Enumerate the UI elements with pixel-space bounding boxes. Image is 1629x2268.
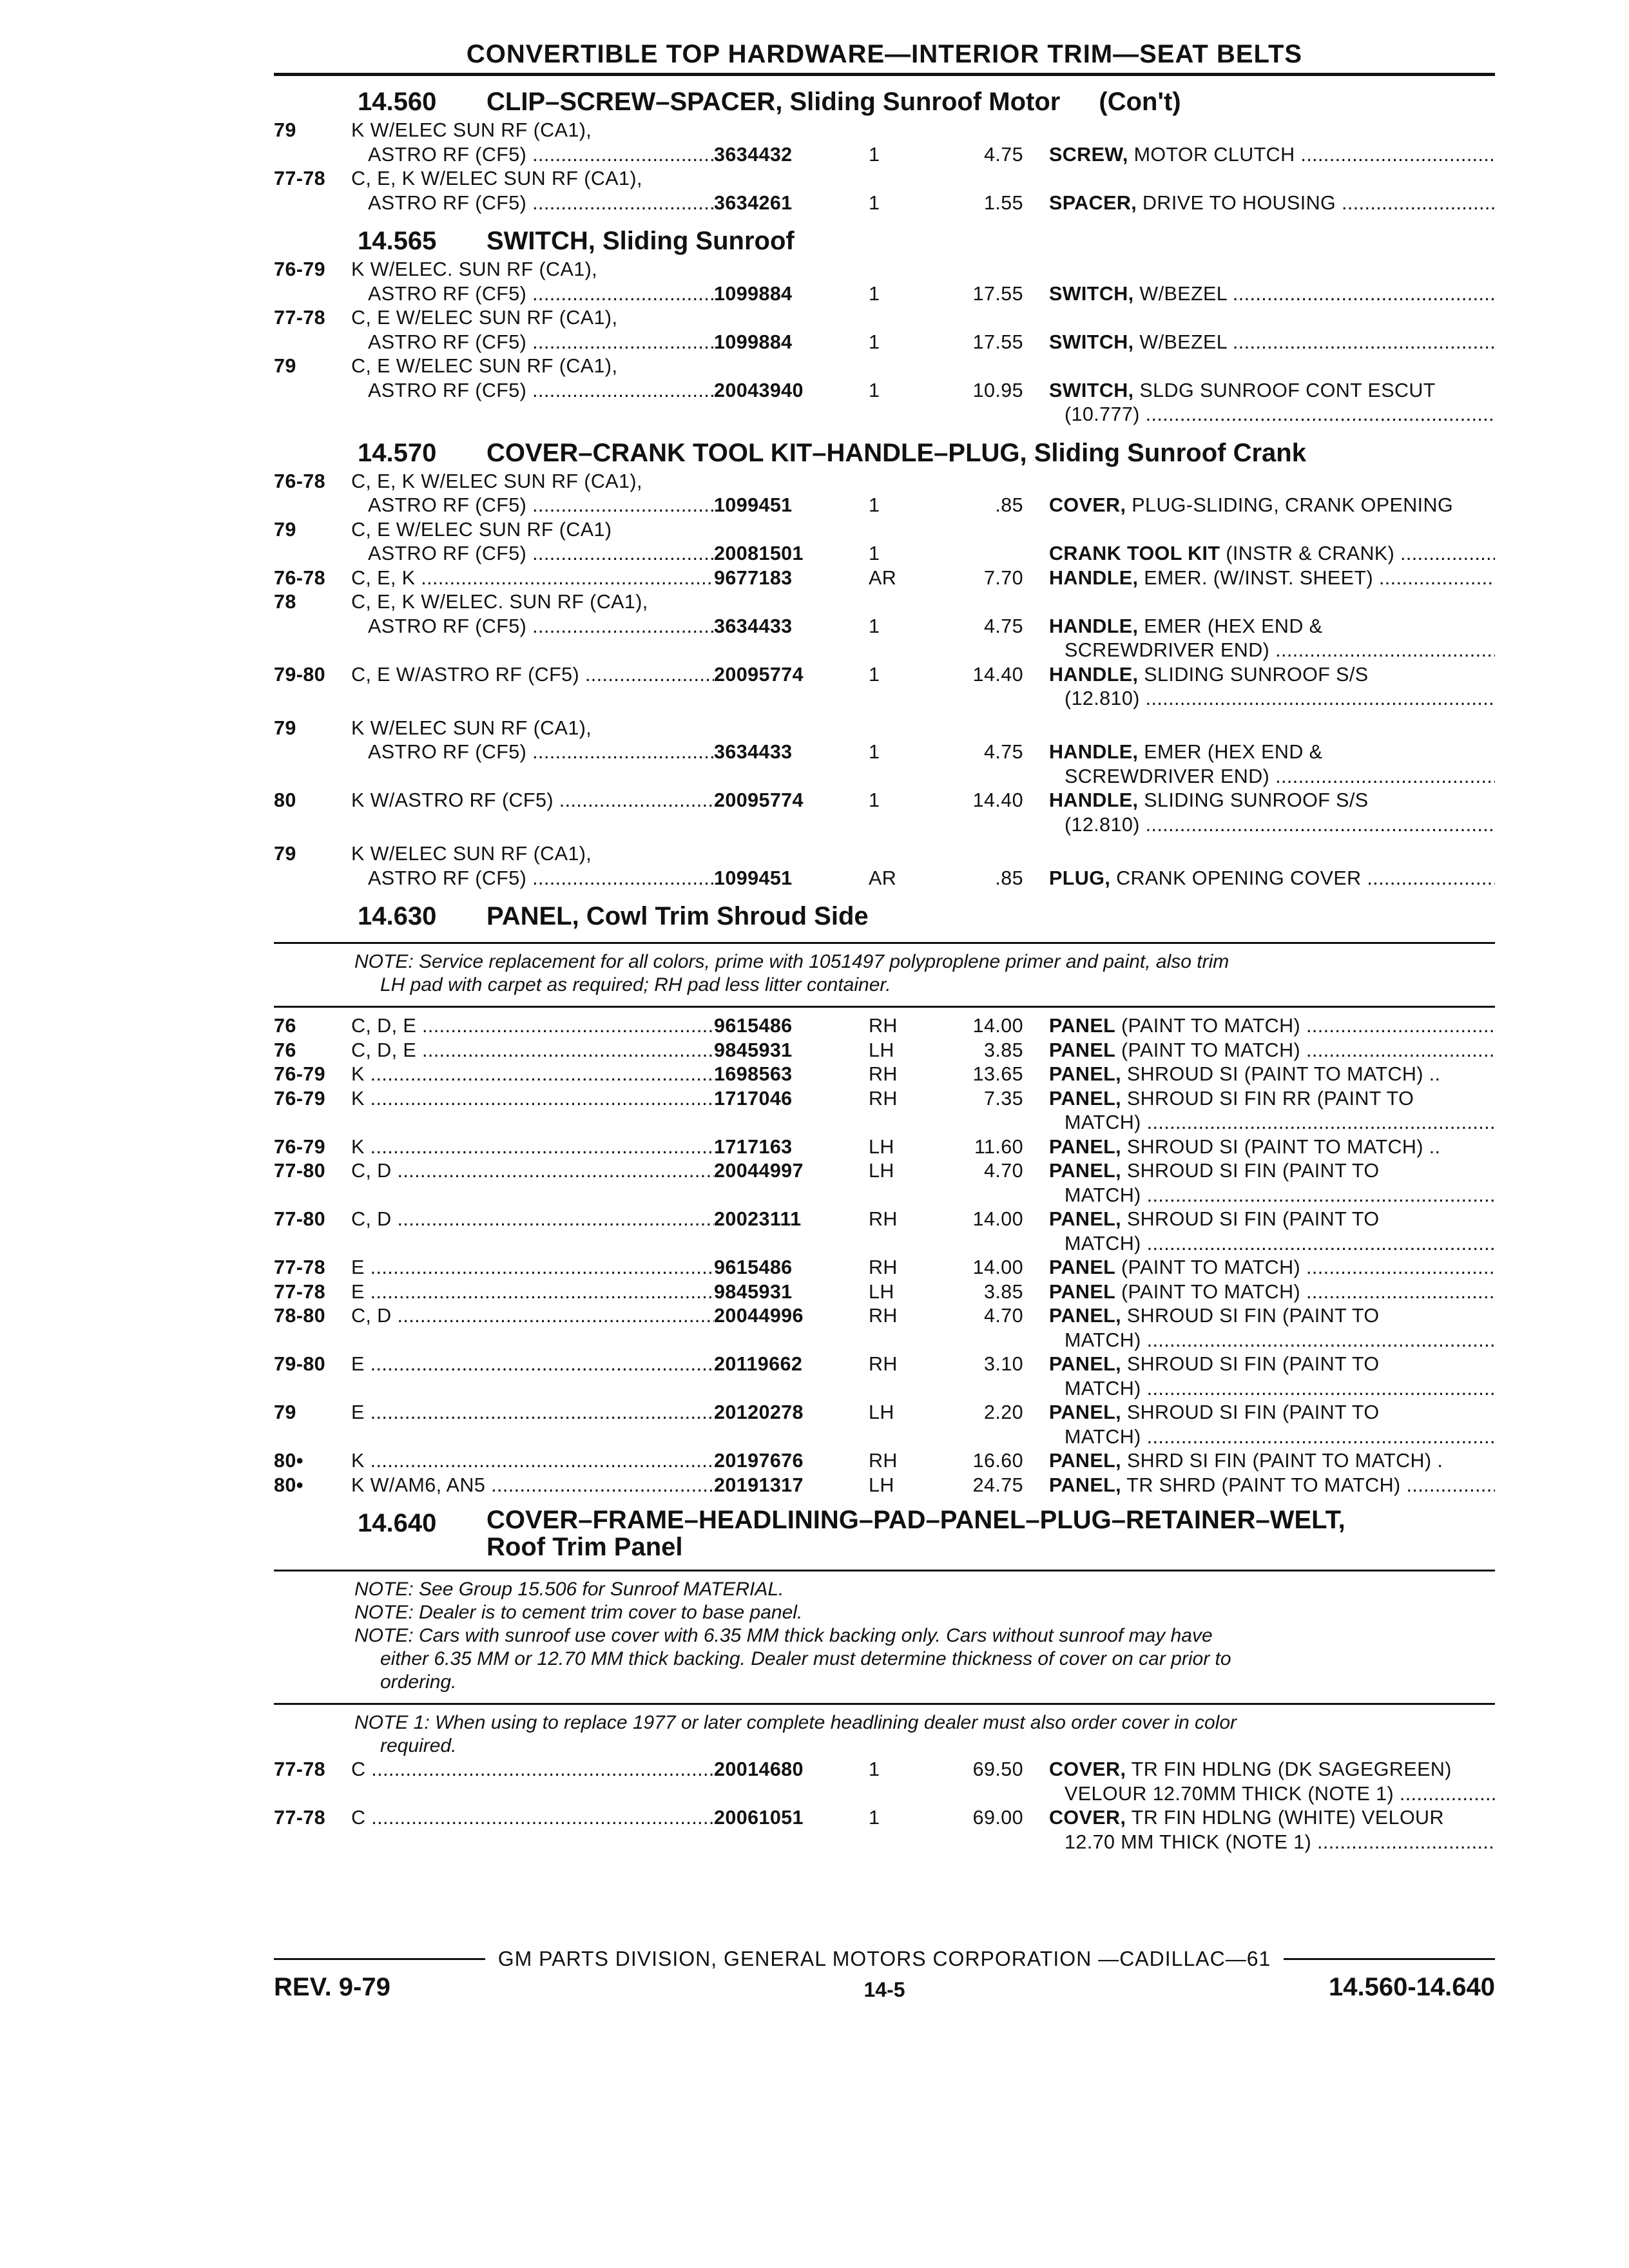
table-row: 79-80 C, E W/ASTRO RF (CF5) ..... 20095774 1 14.40 HANDLE, SLIDING SUNROOF S/S <box>274 663 1495 687</box>
table-row-cont: MATCH) ..... <box>274 1111 1495 1135</box>
table-row-cont: MATCH) ..... <box>274 1232 1495 1256</box>
table-row: 79 C, E W/ELEC SUN RF (CA1), <box>274 355 618 377</box>
table-row: 80• K W/AM6, AN5 ..... 20191317 LH 24.75 PANEL, TR SHRD (PAINT TO MATCH) ..... <box>274 1474 1495 1498</box>
table-row-cont: (12.810) ..... <box>274 687 1495 711</box>
table-row: 78-80 C, D ..... 20044996 RH 4.70 PANEL, SHROUD SI FIN (PAINT TO <box>274 1304 1495 1329</box>
divider <box>274 1703 1495 1705</box>
divider <box>274 1570 1495 1571</box>
page-number: 14-5 <box>863 1978 905 2001</box>
table-row: 79-80 E ..... 20119662 RH 3.10 PANEL, SHROUD SI FIN (PAINT TO <box>274 1352 1495 1377</box>
section-heading-14-565: 14.565 SWITCH, Sliding Sunroof <box>358 227 795 255</box>
table-row-cont: MATCH) ..... <box>274 1425 1495 1450</box>
table-row-cont: 12.70 MM THICK (NOTE 1) ..... <box>274 1831 1495 1855</box>
section-heading-14-570: 14.570 COVER–CRANK TOOL KIT–HANDLE–PLUG, Sliding Sunroof Crank <box>358 438 1306 467</box>
table-row: 77-78 E ..... 9845931 LH 3.85 PANEL (PAINT TO MATCH) ..... <box>274 1280 1495 1305</box>
table-row-cont: SCREWDRIVER END) ..... <box>274 765 1495 789</box>
table-row-cont: VELOUR 12.70MM THICK (NOTE 1) ..... <box>274 1782 1495 1807</box>
catalog-page <box>274 40 1495 1854</box>
table-row: 76 C, D, E ..... 9615486 RH 14.00 PANEL (PAINT TO MATCH) ..... <box>274 1014 1495 1039</box>
table-row: 76-79 K ..... 1717163 LH 11.60 PANEL, SHROUD SI (PAINT TO MATCH) .. <box>274 1135 1495 1160</box>
table-row: ASTRO RF (CF5) ..... 1099884 1 17.55 SWITCH, W/BEZEL ..... <box>274 331 1495 355</box>
note: NOTE: Service replacement for all colors, prime with 1051497 polyproplene primer and paint, also trim LH pad with carpet as required; RH pad less litter container. <box>354 951 1229 995</box>
table-row-cont: (12.810) ..... <box>274 813 1495 838</box>
table-row: 77-78 C ..... 20014680 1 69.50 COVER, TR FIN HDLNG (DK SAGEGREEN) <box>274 1758 1495 1782</box>
table-row: 77-78 C, E, K W/ELEC SUN RF (CA1), <box>274 168 642 189</box>
table-row: 76-79 K W/ELEC. SUN RF (CA1), <box>274 258 598 280</box>
table-row-cont: MATCH) ..... <box>274 1377 1495 1401</box>
table-row: 79 K W/ELEC SUN RF (CA1), <box>274 843 592 865</box>
table-row: ASTRO RF (CF5) ..... 1099451 AR .85 PLUG, CRANK OPENING COVER ..... <box>274 867 1495 891</box>
page-title: CONVERTIBLE TOP HARDWARE—INTERIOR TRIM—SEAT BELTS <box>274 40 1495 76</box>
note: NOTE 1: When using to replace 1977 or later complete headlining dealer must also order cover in color required. <box>354 1712 1237 1756</box>
section-number: 14.560 <box>358 88 437 116</box>
table-row: 76-79 K ..... 1717046 RH 7.35 PANEL, SHROUD SI FIN RR (PAINT TO <box>274 1087 1495 1111</box>
table-row: 79 K W/ELEC SUN RF (CA1), <box>274 119 592 141</box>
group-range: 14.560-14.640 <box>1328 1973 1495 2001</box>
table-row: 77-78 E ..... 9615486 RH 14.00 PANEL (PAINT TO MATCH) ..... <box>274 1256 1495 1280</box>
table-row: 78 C, E, K W/ELEC. SUN RF (CA1), <box>274 591 648 613</box>
table-row: 79 E ..... 20120278 LH 2.20 PANEL, SHROUD SI FIN (PAINT TO <box>274 1401 1495 1425</box>
table-row: 77-80 C, D ..... 20023111 RH 14.00 PANEL, SHROUD SI FIN (PAINT TO <box>274 1207 1495 1232</box>
table-row: 77-78 C ..... 20061051 1 69.00 COVER, TR FIN HDLNG (WHITE) VELOUR <box>274 1806 1495 1831</box>
table-row: ASTRO RF (CF5) ..... 1099451 1 .85 COVER, PLUG-SLIDING, CRANK OPENING <box>274 494 1495 518</box>
table-row: 77-78 C, E W/ELEC SUN RF (CA1), <box>274 307 618 329</box>
divider <box>274 1958 485 1960</box>
table-row: 76-79 K ..... 1698563 RH 13.65 PANEL, SHROUD SI (PAINT TO MATCH) .. <box>274 1062 1495 1087</box>
table-row: 76 C, D, E ..... 9845931 LH 3.85 PANEL (PAINT TO MATCH) ..... <box>274 1039 1495 1063</box>
table-row: ASTRO RF (CF5) ..... 20081501 1 CRANK TOOL KIT (INSTR & CRANK) ..... <box>274 542 1495 566</box>
table-row: ASTRO RF (CF5) ..... 3634432 1 4.75 SCREW, MOTOR CLUTCH ..... <box>274 143 1495 168</box>
table-row-cont: MATCH) ..... <box>274 1329 1495 1353</box>
table-row-cont: (10.777) ..... <box>274 403 1495 427</box>
table-row: 76-78 C, E, K ..... 9677183 AR 7.70 HANDLE, EMER. (W/INST. SHEET) ..... <box>274 566 1495 591</box>
table-row: ASTRO RF (CF5) ..... 3634433 1 4.75 HANDLE, EMER (HEX END & <box>274 615 1495 639</box>
table-row: ASTRO RF (CF5) ..... 3634433 1 4.75 HANDLE, EMER (HEX END & <box>274 740 1495 765</box>
section-heading-14-630: 14.630 PANEL, Cowl Trim Shroud Side <box>358 902 869 930</box>
footer-text: GM PARTS DIVISION, GENERAL MOTORS CORPORATION —CADILLAC—61 <box>497 1947 1271 1970</box>
table-row: 77-80 C, D ..... 20044997 LH 4.70 PANEL, SHROUD SI FIN (PAINT TO <box>274 1159 1495 1184</box>
table-row: ASTRO RF (CF5) ..... 3634261 1 1.55 SPACER, DRIVE TO HOUSING ..... <box>274 191 1495 216</box>
table-row: 76-78 C, E, K W/ELEC SUN RF (CA1), <box>274 470 642 492</box>
divider <box>274 1006 1495 1008</box>
table-row-cont: SCREWDRIVER END) ..... <box>274 639 1495 663</box>
table-row: ASTRO RF (CF5) ..... 1099884 1 17.55 SWITCH, W/BEZEL ..... <box>274 282 1495 307</box>
section-heading-14-640: 14.640 COVER–FRAME–HEADLINING–PAD–PANEL–PLUG–RETAINER–WELT, Roof Trim Panel <box>358 1506 1345 1561</box>
footer-line <box>274 1947 1495 1971</box>
table-row: 80• K ..... 20197676 RH 16.60 PANEL, SHRD SI FIN (PAINT TO MATCH) . <box>274 1449 1495 1474</box>
table-row-cont: MATCH) ..... <box>274 1184 1495 1208</box>
table-row: ASTRO RF (CF5) ..... 20043940 1 10.95 SWITCH, SLDG SUNROOF CONT ESCUT <box>274 379 1495 403</box>
table-row: 79 C, E W/ELEC SUN RF (CA1) <box>274 518 612 541</box>
revision-label: REV. 9-79 <box>274 1973 390 2001</box>
divider <box>1284 1958 1495 1960</box>
footer <box>274 1973 1495 2005</box>
table-row: 79 K W/ELEC SUN RF (CA1), <box>274 716 592 739</box>
divider <box>274 942 1495 944</box>
section-heading-14-560 <box>358 85 1495 119</box>
table-row: 80 K W/ASTRO RF (CF5) ..... 20095774 1 14.40 HANDLE, SLIDING SUNROOF S/S <box>274 789 1495 813</box>
note: NOTE: See Group 15.506 for Sunroof MATERIAL. NOTE: Dealer is to cement trim cover to base panel. NOTE: Cars with sunroof use cover with 6.35 MM thick backing only. Cars without sunroof may have either 6.35 MM or 12.70 MM thick backing. Dealer must determine thickness of cover on car prior to ordering. <box>354 1579 1231 1693</box>
section-title: CLIP–SCREW–SPACER, Sliding Sunroof Motor (Con't) <box>487 88 1181 116</box>
